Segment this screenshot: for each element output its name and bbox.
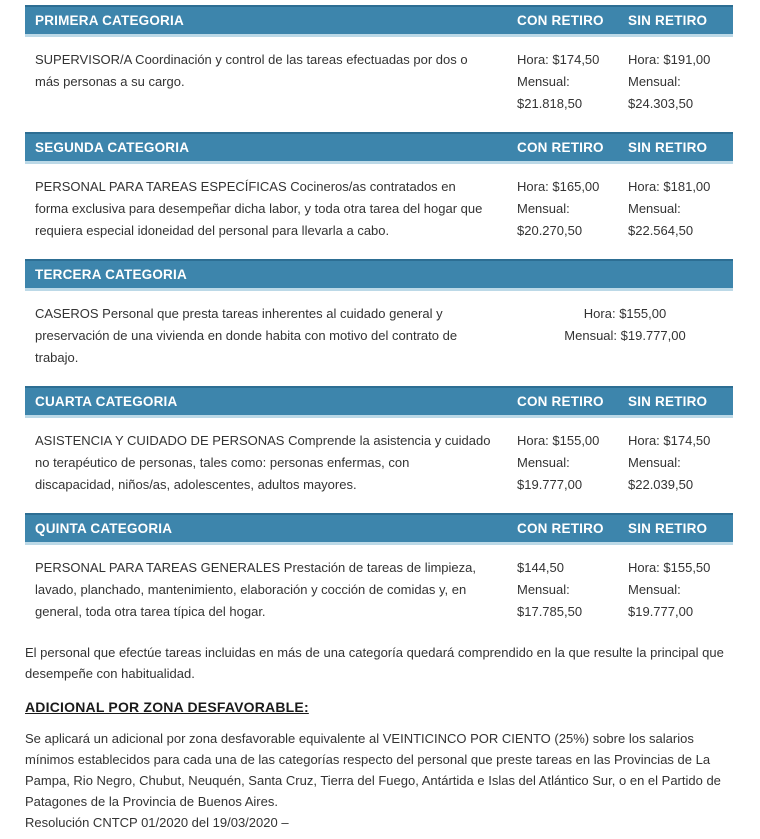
con-retiro-hora: Hora: $155,00 — [517, 433, 600, 448]
con-retiro-mensual-label: Mensual: — [517, 74, 570, 89]
column-label-sin-retiro: SIN RETIRO — [628, 140, 708, 155]
combined-values — [517, 303, 733, 369]
con-retiro-mensual-label: Mensual: — [517, 201, 570, 216]
sin-retiro-mensual-label: Mensual: — [628, 74, 681, 89]
con-retiro-mensual-value: $21.818,50 — [517, 96, 583, 111]
column-label-con-retiro: CON RETIRO — [517, 13, 604, 28]
sin-retiro-values — [628, 49, 733, 115]
category-title: SEGUNDA CATEGORIA — [35, 140, 190, 155]
combined-hora: Hora: $155,00 — [583, 306, 667, 321]
sin-retiro-values — [628, 176, 733, 242]
con-retiro-mensual-label: Mensual: — [517, 582, 570, 597]
category-section-tercera — [25, 259, 733, 369]
sin-retiro-mensual-label: Mensual: — [628, 582, 681, 597]
con-retiro-values — [517, 430, 628, 496]
sin-retiro-hora: Hora: $191,00 — [628, 52, 711, 67]
category-section-cuarta — [25, 386, 733, 496]
sin-retiro-hora: Hora: $174,50 — [628, 433, 711, 448]
column-label-sin-retiro: SIN RETIRO — [628, 394, 708, 409]
con-retiro-mensual-value: $17.785,50 — [517, 604, 583, 619]
category-title: QUINTA CATEGORIA — [35, 521, 173, 536]
multi-category-note: El personal que efectúe tareas incluidas en más de una categoría quedará comprendido en la que resulte la principal que desempeñe con habitualidad. — [25, 645, 724, 681]
sin-retiro-mensual-label: Mensual: — [628, 201, 681, 216]
category-body — [25, 557, 733, 623]
column-label-sin-retiro: SIN RETIRO — [628, 13, 708, 28]
column-label-sin-retiro: SIN RETIRO — [628, 521, 708, 536]
column-label-con-retiro: CON RETIRO — [517, 394, 604, 409]
sin-retiro-mensual-value: $22.039,50 — [628, 477, 694, 492]
category-description: CASEROS Personal que presta tareas inherentes al cuidado general y preservación de una vivienda en donde habita con motivo del contrato de trabajo. — [35, 306, 458, 365]
category-section-segunda — [25, 132, 733, 242]
category-description: PERSONAL PARA TAREAS GENERALES Prestación de tareas de limpieza, lavado, planchado, mantenimiento, elaboración y cocción de comidas y, en general, toda otra tarea típica del hogar. — [35, 560, 476, 619]
category-header — [25, 259, 733, 291]
zona-desfavorable-heading: ADICIONAL POR ZONA DESFAVORABLE: — [25, 699, 309, 715]
category-title: TERCERA CATEGORIA — [35, 267, 187, 282]
category-body — [25, 49, 733, 115]
category-header — [25, 5, 733, 37]
column-label-con-retiro: CON RETIRO — [517, 521, 604, 536]
con-retiro-mensual-value: $19.777,00 — [517, 477, 583, 492]
category-description: PERSONAL PARA TAREAS ESPECÍFICAS Cocineros/as contratados en forma exclusiva para desempeñar dicha labor, y toda otra tarea del hogar que requiera especial idoneidad del personal para llevarla a cabo. — [35, 179, 483, 238]
category-body — [25, 303, 733, 369]
category-title: PRIMERA CATEGORIA — [35, 13, 184, 28]
con-retiro-hora: Hora: $174,50 — [517, 52, 600, 67]
sin-retiro-hora: Hora: $181,00 — [628, 179, 711, 194]
category-description: ASISTENCIA Y CUIDADO DE PERSONAS Comprende la asistencia y cuidado no terapéutico de personas, tales como: personas enfermas, con discapacidad, niños/as, adolescentes, adultos mayores. — [35, 433, 491, 492]
sin-retiro-hora: Hora: $155,50 — [628, 560, 711, 575]
combined-mensual: Mensual: $19.777,00 — [564, 328, 686, 343]
sin-retiro-mensual-value: $24.303,50 — [628, 96, 694, 111]
zona-desfavorable-text: Se aplicará un adicional por zona desfavorable equivalente al VEINTICINCO POR CIENTO (25%) sobre los salarios mínimos establecidos para cada una de las categorías respecto del personal que preste tareas en las Provincias de La Pampa, Rio Negro, Chubut, Neuquén, Santa Cruz, Tierra del Fuego, Antártida e Islas del Atlántico Sur, o en el Partido de Patagones de la Provincia de Buenos Aires. — [25, 731, 721, 809]
category-header — [25, 132, 733, 164]
con-retiro-mensual-value: $20.270,50 — [517, 223, 583, 238]
con-retiro-values — [517, 176, 628, 242]
sin-retiro-values — [628, 430, 733, 496]
con-retiro-mensual-label: Mensual: — [517, 455, 570, 470]
sin-retiro-values — [628, 557, 733, 623]
con-retiro-values — [517, 49, 628, 115]
category-body — [25, 430, 733, 496]
sin-retiro-mensual-value: $19.777,00 — [628, 604, 694, 619]
con-retiro-values — [517, 557, 628, 623]
sin-retiro-mensual-label: Mensual: — [628, 455, 681, 470]
resolution-line: Resolución CNTCP 01/2020 del 19/03/2020 – — [25, 815, 289, 830]
con-retiro-hora: $144,50 — [517, 560, 564, 575]
category-header — [25, 513, 733, 545]
category-section-primera — [25, 5, 733, 115]
category-section-quinta — [25, 513, 733, 623]
category-title: CUARTA CATEGORIA — [35, 394, 178, 409]
category-header — [25, 386, 733, 418]
category-description: SUPERVISOR/A Coordinación y control de las tareas efectuadas por dos o más personas a su cargo. — [35, 52, 468, 89]
sin-retiro-mensual-value: $22.564,50 — [628, 223, 694, 238]
column-label-con-retiro: CON RETIRO — [517, 140, 604, 155]
con-retiro-hora: Hora: $165,00 — [517, 179, 600, 194]
category-body — [25, 176, 733, 242]
